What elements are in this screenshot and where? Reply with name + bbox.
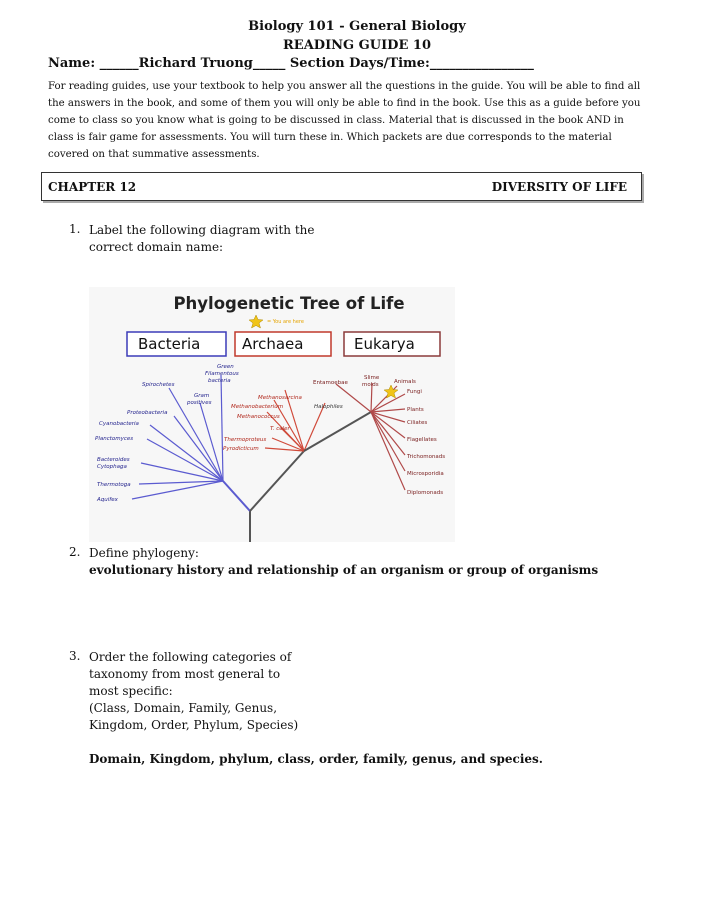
archaea-label: Methanobacterium — [231, 404, 284, 410]
archaea-label: Thermoproteus — [224, 437, 267, 443]
chapter-label: CHAPTER 12 — [48, 180, 137, 194]
question-1-number: 1. — [69, 222, 81, 236]
question-3-text — [89, 649, 298, 734]
question-3-number: 3. — [69, 649, 81, 663]
instructions-paragraph: For reading guides, use your textbook to help you answer all the questions in the guide. You will be able to find all the answers in the book, and some of them you will only be able to find in the book. Use this as a guide before you come to class so you know what is going to be discussed in class. Material that is discussed in the book AND in class is fair game for assessments. You will turn these in. Which packets are due corresponds to the material covered on that summative assessments. — [48, 81, 641, 160]
archaea-domain-label: Archaea — [242, 335, 304, 353]
eukarya-label: Flagellates — [407, 437, 437, 443]
archaea-label: Methanococcus — [237, 414, 280, 420]
bacteria-label: Planctomyces — [95, 436, 134, 442]
question-line: Kingdom, Order, Phylum, Species) — [89, 718, 299, 732]
archaea-label: Pyrodicticum — [223, 446, 259, 452]
question-2-answer: evolutionary history and relationship of an organism or group of organisms — [89, 563, 599, 577]
bacteria-label: Spirochetes — [142, 382, 175, 388]
question-line: correct domain name: — [89, 240, 224, 254]
bacteria-label: Proteobacteria — [127, 410, 168, 416]
archaea-label: Halophiles — [314, 404, 343, 410]
question-line: most specific: — [89, 684, 173, 698]
bacteria-label: positives — [187, 400, 212, 406]
eukarya-domain-label: Eukarya — [354, 335, 415, 353]
bacteria-label: Cyanobacteria — [99, 421, 139, 427]
eukarya-label: Plants — [407, 407, 424, 413]
bacteria-label: Thermotoga — [97, 482, 131, 488]
bacteria-label: Filamentous — [205, 371, 239, 377]
eukarya-label: Microsporidia — [407, 471, 444, 477]
question-line: Order the following categories of — [89, 650, 292, 664]
bacteria-label: Gram — [194, 393, 210, 399]
bacteria-label: Green — [217, 364, 234, 370]
eukarya-label: Entamoebae — [313, 380, 348, 386]
bacteria-label: bacteria — [208, 378, 231, 384]
eukarya-label: Fungi — [407, 389, 422, 395]
bacteria-domain-label: Bacteria — [138, 335, 201, 353]
course-title: Biology 101 - General Biology — [248, 19, 466, 34]
question-2-text: Define phylogeny: — [89, 546, 199, 560]
question-line: taxonomy from most general to — [89, 667, 281, 681]
phylogenetic-tree-diagram — [89, 287, 455, 542]
chapter-banner — [41, 172, 642, 201]
eukarya-label: Slime — [364, 375, 380, 381]
name-line: Name: ______Richard Truong_____ Section Days/Time:________________ — [48, 56, 534, 71]
question-1-text — [89, 222, 315, 256]
question-3-answer: Domain, Kingdom, phylum, class, order, family, genus, and species. — [89, 752, 543, 766]
archaea-label: T. celer — [270, 426, 290, 432]
question-2-number: 2. — [69, 545, 81, 559]
bacteria-label: Aquifex — [97, 497, 118, 503]
bacteria-label: Bacteroides — [97, 457, 130, 463]
eukarya-label: Ciliates — [407, 420, 428, 426]
archaea-label: Methanosarcina — [258, 395, 302, 401]
bacteria-label: Cytophaga — [97, 464, 127, 470]
chapter-topic: DIVERSITY OF LIFE — [491, 180, 627, 194]
diagram-title: Phylogenetic Tree of Life — [173, 294, 405, 313]
eukarya-label: Animals — [394, 379, 416, 385]
eukarya-label: Trichomonads — [407, 454, 446, 460]
eukarya-label: molds — [362, 382, 379, 388]
eukarya-label: Diplomonads — [407, 490, 444, 496]
question-line: (Class, Domain, Family, Genus, — [89, 701, 278, 715]
guide-title: READING GUIDE 10 — [283, 38, 431, 53]
question-line: Label the following diagram with the — [89, 223, 315, 237]
you-are-here-legend: = You are here — [267, 319, 304, 325]
